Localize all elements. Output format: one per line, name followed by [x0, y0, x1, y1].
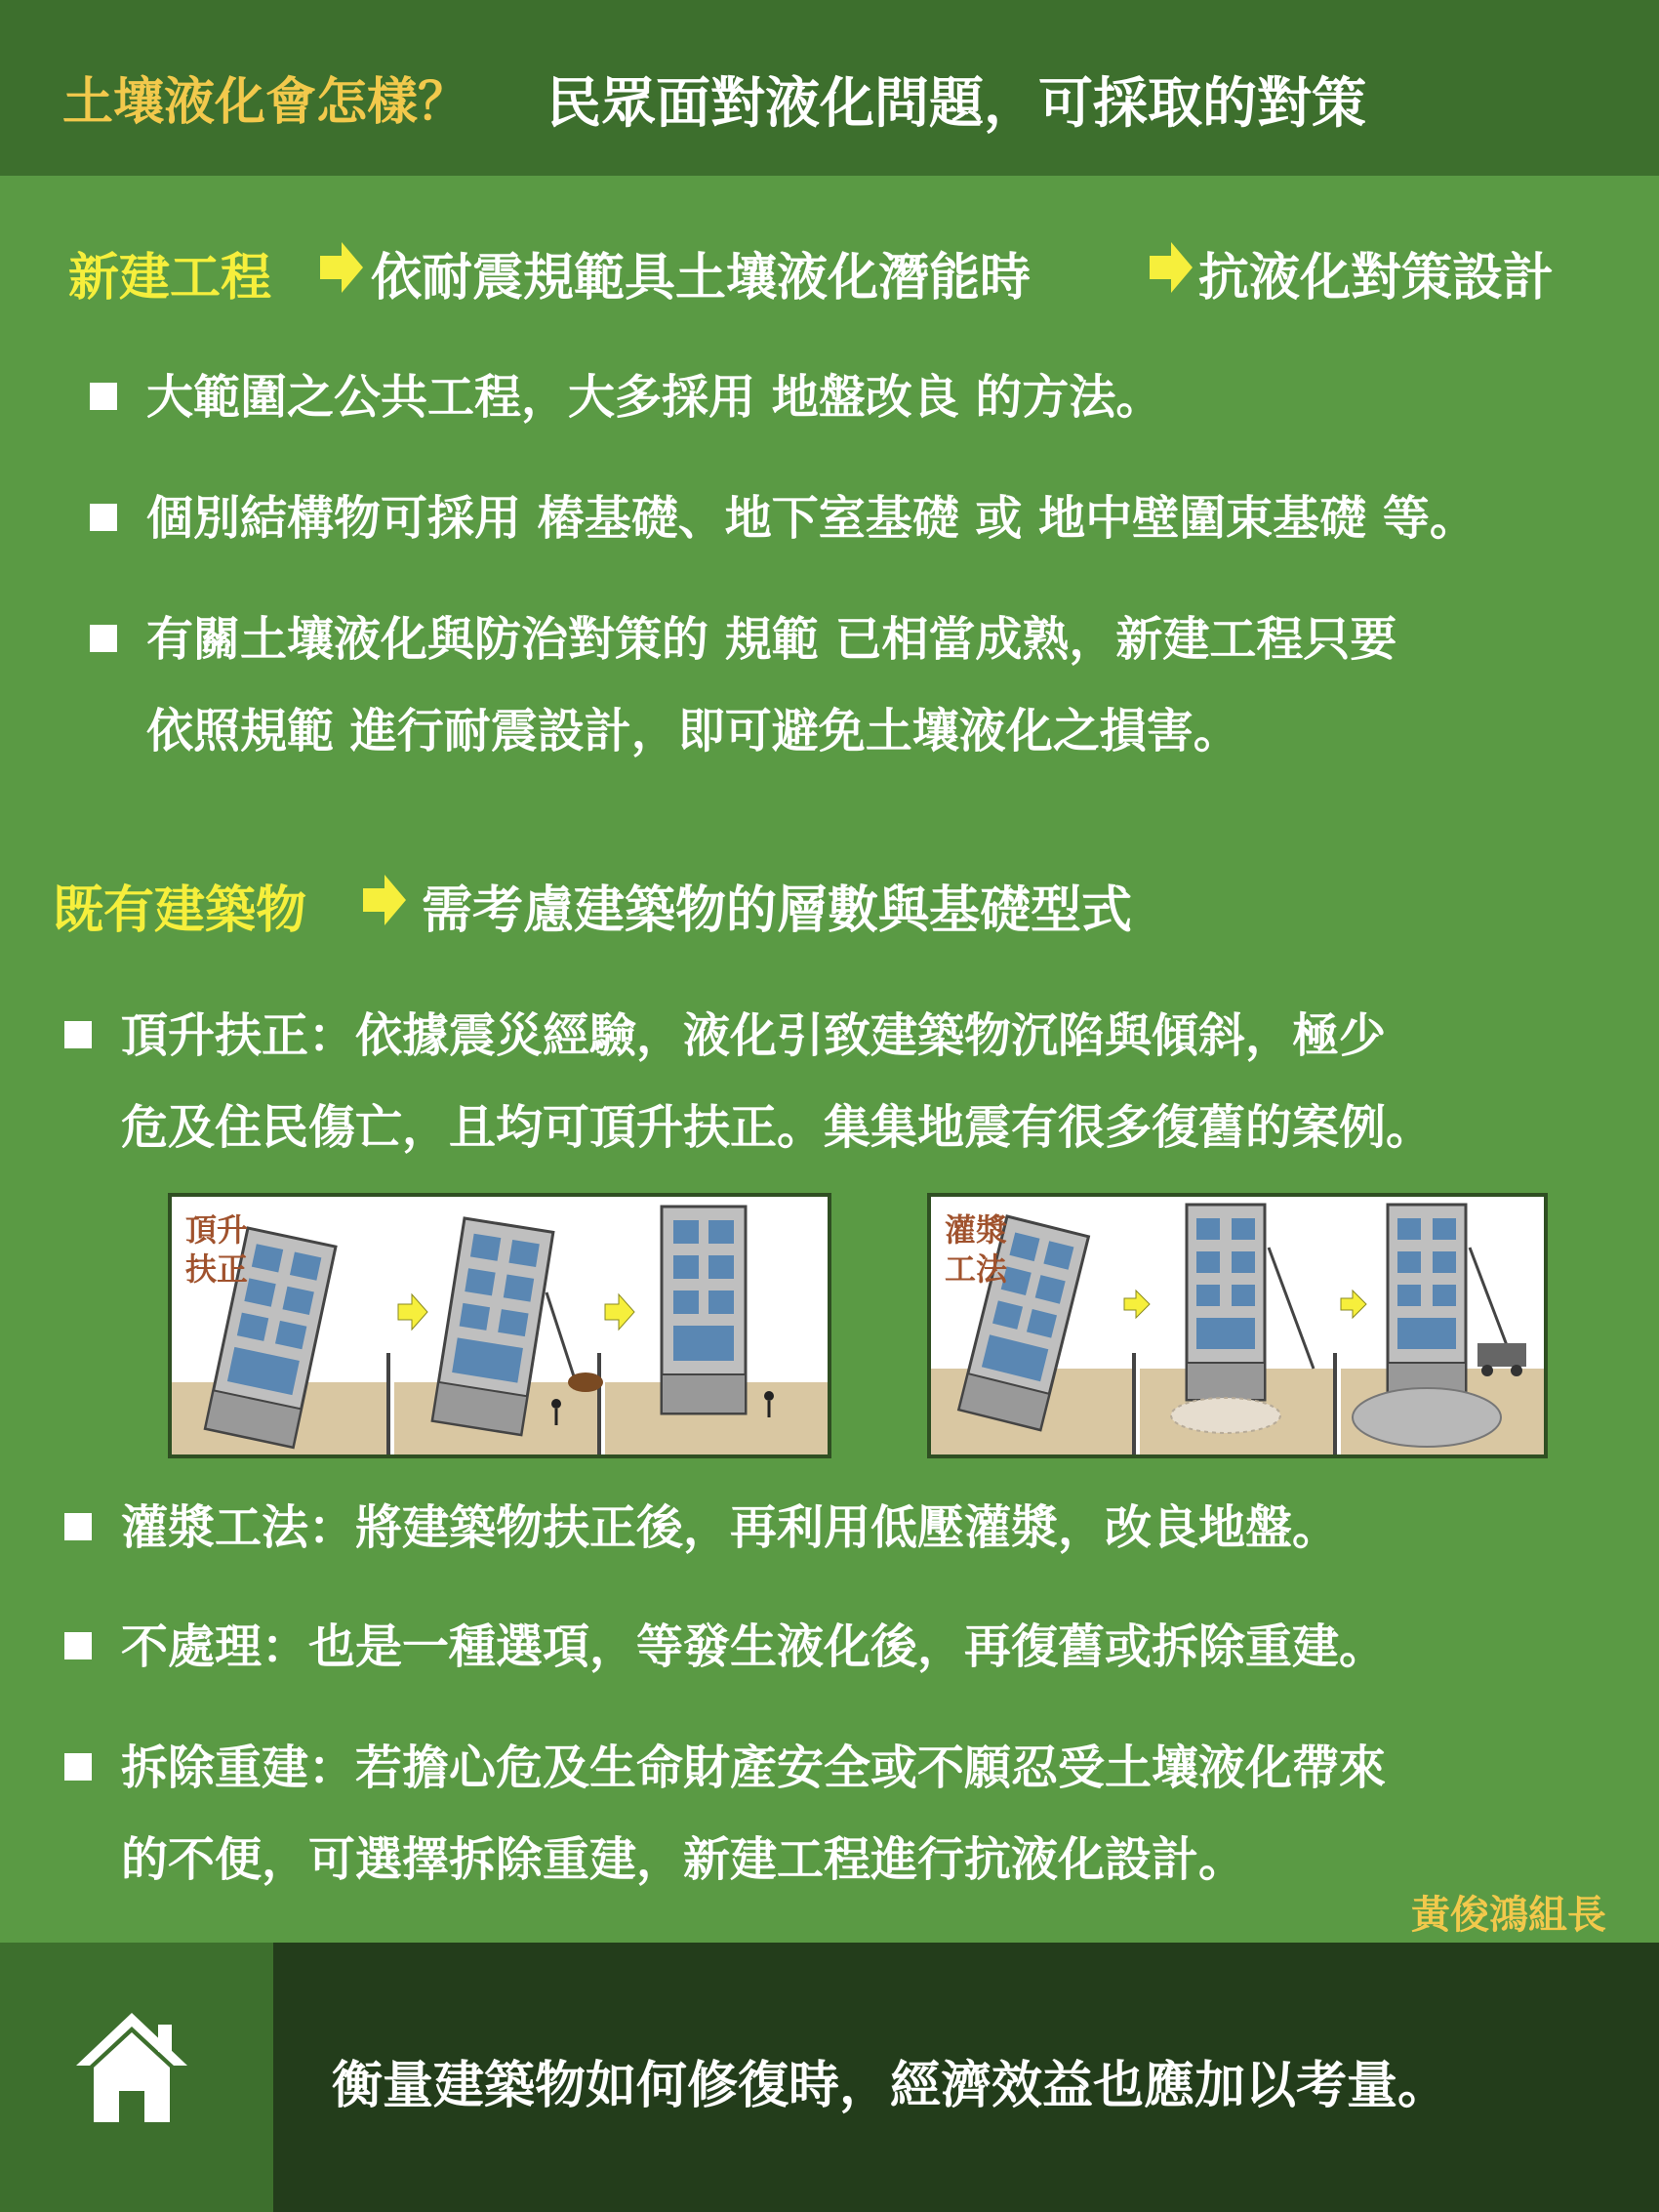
bullet-square-icon [90, 383, 117, 410]
jacking-illustration [168, 1193, 831, 1458]
jacking-label: 頂升 扶正 [185, 1211, 249, 1288]
bullet-square-icon [90, 625, 117, 652]
list-item: 有關土壤液化與防治對策的 規範 已相當成熟，新建工程只要 依照規範 進行耐震設計，即可避免土壤液化之損害。 [90, 594, 1396, 777]
new-construction-step2: 抗液化對策設計 [1198, 249, 1555, 307]
arrow-right-icon [1150, 240, 1193, 295]
page-title: 民眾面對液化問題，可採取的對策 [546, 72, 1366, 136]
footer-note: 衡量建築物如何修復時，經濟效益也應加以考量。 [332, 2057, 1449, 2115]
title-question: 土壤液化會怎樣？ [62, 73, 469, 132]
list-item: 拆除重建：若擔心危及生命財產安全或不願忍受土壤液化帶來 的不便，可選擇拆除重建，新建工程進行抗液化設計。 [64, 1722, 1386, 1905]
new-construction-step1: 依耐震規範具土壤液化潛能時 [371, 249, 1032, 307]
arrow-right-icon [320, 240, 363, 295]
bullet-square-icon [64, 1753, 92, 1781]
bullet-square-icon [90, 504, 117, 531]
bullet-square-icon [64, 1632, 92, 1659]
list-item: 頂升扶正：依據震災經驗，液化引致建築物沉陷與傾斜，極少 危及住民傷亡，且均可頂升扶正。集集地震有很多復舊的案例。 [64, 990, 1433, 1173]
author-credit: 黃俊鴻組長 [1411, 1893, 1606, 1938]
list-item: 個別結構物可採用 樁基礎、地下室基礎 或 地中壁圍束基礎 等。 [90, 472, 1477, 564]
bullet-square-icon [64, 1021, 92, 1048]
existing-buildings-step1: 需考慮建築物的層數與基礎型式 [422, 881, 1133, 940]
home-box [0, 1943, 273, 2212]
page-footer [0, 1943, 1659, 2212]
grouting-label: 灌漿 工法 [945, 1211, 1008, 1288]
list-item: 大範圍之公共工程，大多採用 地盤改良 的方法。 [90, 351, 1162, 443]
existing-buildings-label: 既有建築物 [53, 881, 307, 940]
list-item: 不處理：也是一種選項，等發生液化後，再復舊或拆除重建。 [64, 1601, 1386, 1693]
arrow-right-icon [363, 873, 406, 927]
new-construction-label: 新建工程 [68, 249, 272, 307]
grouting-illustration [927, 1193, 1548, 1458]
new-construction-heading [0, 230, 1659, 307]
bullet-square-icon [64, 1513, 92, 1540]
home-icon [68, 2005, 195, 2132]
list-item: 灌漿工法：將建築物扶正後，再利用低壓灌漿，改良地盤。 [64, 1482, 1339, 1574]
existing-buildings-heading [0, 863, 1659, 940]
page-header [0, 0, 1659, 176]
